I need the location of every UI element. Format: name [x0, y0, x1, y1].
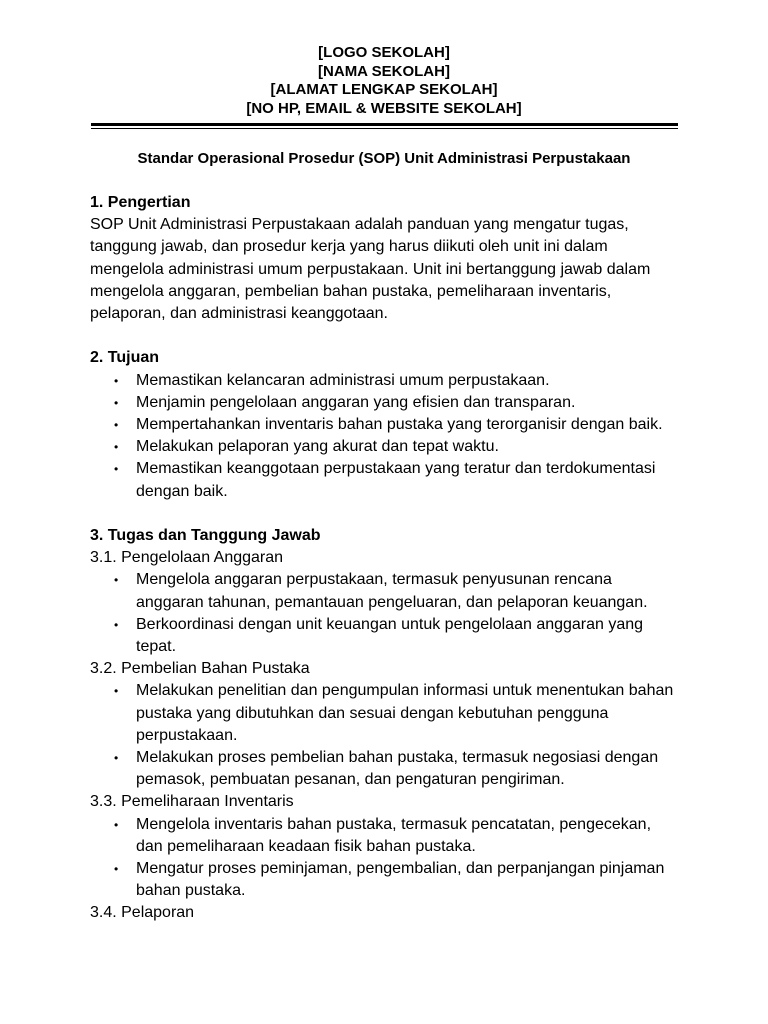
list-item-text: Mengelola inventaris bahan pustaka, termasuk pencatatan, pengecekan, dan pemeliharaan keadaan fisik bahan pustaka.: [136, 815, 652, 855]
bullet-icon: •: [114, 751, 119, 766]
list-item: [90, 747, 680, 791]
pembelian-list: [90, 680, 680, 791]
document-body: [90, 192, 680, 925]
bullet-icon: •: [114, 418, 119, 433]
spacer: [90, 503, 680, 525]
pengertian-paragraph: SOP Unit Administrasi Perpustakaan adalah panduan yang mengatur tugas, tanggung jawab, dan prosedur kerja yang harus diikuti oleh unit ini dalam mengelola administrasi umum perpustakaan. Unit ini bertanggung jawab dalam mengelola anggaran, pembelian bahan pustaka, pemeliharaan inventaris, pelaporan, dan administrasi keanggotaan.: [90, 216, 651, 323]
list-item-text: Memastikan kelancaran administrasi umum perpustakaan.: [136, 371, 550, 389]
bullet-icon: •: [114, 462, 119, 477]
list-item: [90, 858, 680, 902]
anggaran-list: [90, 569, 680, 658]
bullet-icon: •: [114, 617, 119, 632]
bullet-icon: •: [114, 573, 119, 588]
school-contact: [NO HP, EMAIL & WEBSITE SEKOLAH]: [246, 99, 522, 117]
inventaris-list: [90, 814, 680, 903]
bullet-icon: •: [114, 862, 119, 877]
list-item-text: Mempertahankan inventaris bahan pustaka yang terorganisir dengan baik.: [136, 416, 663, 434]
letterhead-divider-thick: [91, 123, 678, 126]
bullet-icon: •: [114, 684, 119, 699]
letterhead-divider-thin: [91, 128, 678, 129]
subsection-heading-pembelian: 3.2. Pembelian Bahan Pustaka: [90, 660, 310, 678]
section-heading-tugas: 3. Tugas dan Tanggung Jawab: [90, 527, 321, 545]
list-item-text: Mengelola anggaran perpustakaan, termasuk penyusunan rencana anggaran tahunan, pemantauan pengeluaran, dan pelaporan keuangan.: [136, 571, 648, 611]
bullet-icon: •: [114, 395, 119, 410]
list-item-text: Menjamin pengelolaan anggaran yang efisien dan transparan.: [136, 393, 576, 411]
subsection-heading-inventaris: 3.3. Pemeliharaan Inventaris: [90, 793, 294, 811]
school-address: [ALAMAT LENGKAP SEKOLAH]: [270, 81, 498, 98]
section-heading-tujuan: 2. Tujuan: [90, 349, 160, 367]
bullet-icon: •: [114, 373, 119, 388]
tujuan-list: [90, 370, 680, 503]
list-item: [90, 614, 680, 658]
list-item: [90, 370, 680, 392]
bullet-icon: •: [114, 440, 119, 455]
list-item-text: Melakukan proses pembelian bahan pustaka, termasuk negosiasi dengan pemasok, pembuatan pesanan, dan pengaturan pengiriman.: [136, 749, 659, 789]
list-item: [90, 414, 680, 436]
bullet-icon: •: [114, 817, 119, 832]
subsection-heading-anggaran: 3.1. Pengelolaan Anggaran: [90, 549, 284, 567]
list-item-text: Melakukan pelaporan yang akurat dan tepat waktu.: [136, 438, 499, 456]
list-item: [90, 569, 680, 613]
list-item: [90, 814, 680, 858]
list-item: [90, 458, 680, 502]
spacer: [90, 325, 680, 347]
subsection-heading-pelaporan: 3.4. Pelaporan: [90, 904, 195, 922]
section-heading-pengertian: 1. Pengertian: [90, 194, 191, 211]
list-item: [90, 680, 680, 747]
list-item-text: Mengatur proses peminjaman, pengembalian, dan perpanjangan pinjaman bahan pustaka.: [136, 860, 665, 900]
list-item-text: Berkoordinasi dengan unit keuangan untuk pengelolaan anggaran yang tepat.: [136, 615, 644, 656]
school-logo-placeholder: [LOGO SEKOLAH]: [318, 44, 450, 61]
letterhead: [0, 44, 768, 118]
school-name: [NAMA SEKOLAH]: [318, 62, 450, 80]
document-title: Standar Operasional Prosedur (SOP) Unit Administrasi Perpustakaan: [137, 150, 631, 167]
list-item-text: Melakukan penelitian dan pengumpulan informasi untuk menentukan bahan pustaka yang dibutuhkan dan sesuai dengan kebutuhan pengguna perpustakaan.: [136, 682, 674, 744]
list-item: [90, 392, 680, 414]
list-item-text: Memastikan keanggotaan perpustakaan yang teratur dan terdokumentasi dengan baik.: [136, 460, 656, 500]
list-item: [90, 436, 680, 458]
